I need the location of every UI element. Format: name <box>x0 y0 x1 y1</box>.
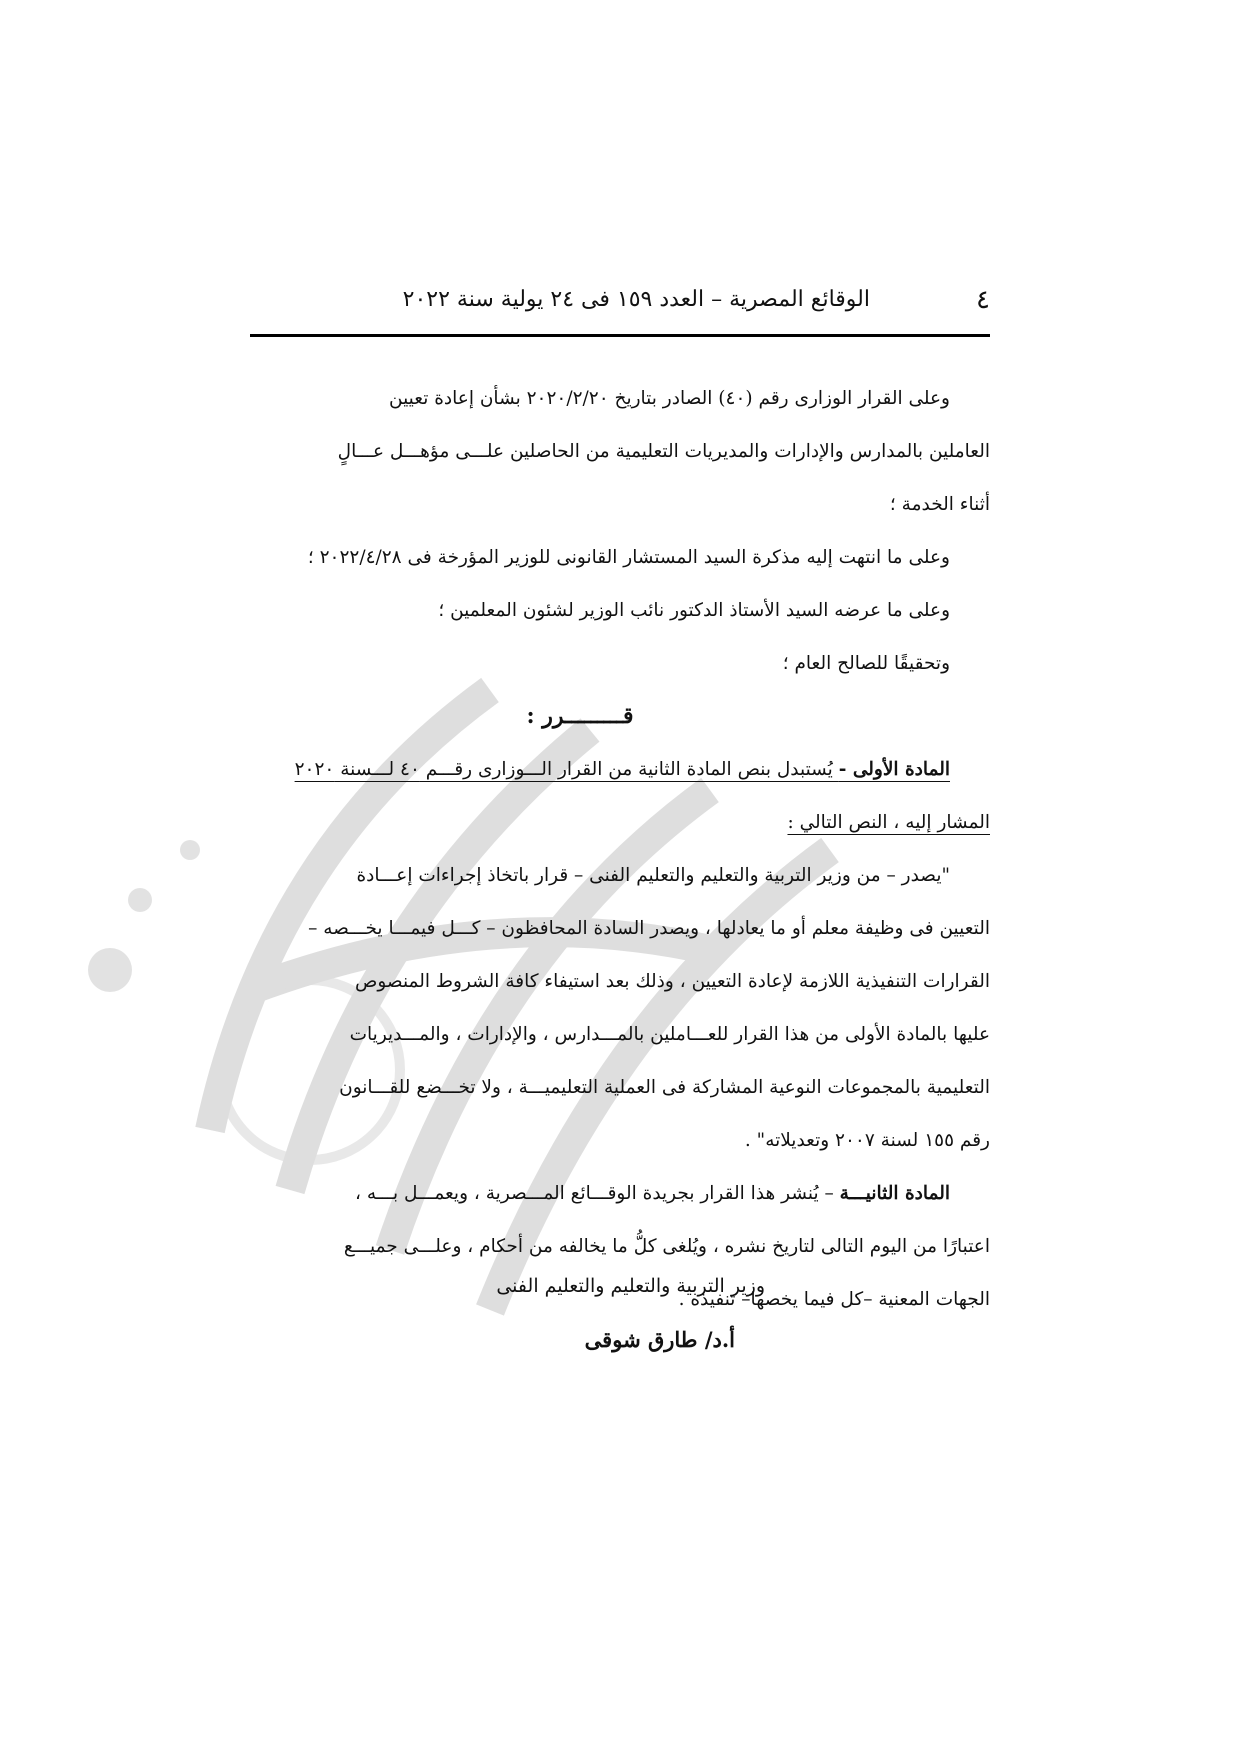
article2-line3: الجهات المعنية –كل فيما يخصها– تنفيذه . <box>678 1289 990 1310</box>
preamble-p4: وتحقيقًا للصالح العام ؛ <box>782 653 950 674</box>
page-header <box>250 285 990 323</box>
article1-quote-line1: "يصدر – من وزير التربية والتعليم والتعليم الفنى – قرار باتخاذ إجراءات إعـــادة <box>356 865 950 886</box>
article1-quote-line4: عليها بالمادة الأولى من هذا القرار للعـــاملين بالمـــدارس ، والإدارات ، والمـــديريات <box>349 1024 990 1045</box>
article1-line2: المشار إليه ، النص التالي : <box>787 812 990 833</box>
preamble-p1-line3: أثناء الخدمة ؛ <box>889 494 990 515</box>
article2-label: المادة الثانيـــة <box>839 1183 950 1204</box>
preamble-p1-line2: العاملين بالمدارس والإدارات والمديريات التعليمية من الحاصلين علـــى مؤهـــل عـــالٍ <box>337 441 990 462</box>
article1-label: المادة الأولى - <box>838 759 950 780</box>
article1-quote-line6: رقم ١٥٥ لسنة ٢٠٠٧ وتعديلاته" . <box>744 1130 990 1151</box>
gazette-header-title: الوقائع المصرية – العدد ١٥٩ فى ٢٤ يولية سنة ٢٠٢٢ <box>402 287 870 312</box>
page-number: ٤ <box>976 285 990 315</box>
article2-line2: اعتبارًا من اليوم التالى لتاريخ نشره ، ويُلغى كلُّ ما يخالفه من أحكام ، وعلـــى جميـــع <box>343 1236 990 1257</box>
preamble-p2: وعلى ما انتهت إليه مذكرة السيد المستشار القانونى للوزير المؤرخة فى ٢٠٢٢/٤/٢٨ ؛ <box>307 547 950 568</box>
preamble-p1-line1: وعلى القرار الوزارى رقم (٤٠) الصادر بتاريخ ٢٠٢٠/٢/٢٠ بشأن إعادة تعيين <box>389 388 950 409</box>
minister-name: أ.د/ طارق شوقى <box>584 1327 735 1352</box>
header-divider <box>250 334 990 337</box>
article1-line1 <box>250 743 990 796</box>
article1-text-line1: يُستبدل بنص المادة الثانية من القرار الـــوزارى رقـــم ٤٠ لـــسنة ٢٠٢٠ <box>294 759 839 780</box>
article1-quote-line2: التعيين فى وظيفة معلم أو ما يعادلها ، ويصدر السادة المحافظون – كـــل فيمـــا يخـــصه – <box>308 918 990 939</box>
article1-quote-line3: القرارات التنفيذية اللازمة لإعادة التعيين ، وذلك بعد استيفاء كافة الشروط المنصوص <box>355 971 990 992</box>
article2-text-line1: – يُنشر هذا القرار بجريدة الوقـــائع المـــصرية ، ويعمـــل بـــه ، <box>354 1183 840 1204</box>
decree-body <box>250 372 990 1326</box>
article2-line1 <box>250 1167 990 1220</box>
decided-heading: قـــــــــرر : <box>526 703 634 729</box>
minister-title: وزير التربية والتعليم والتعليم الفنى <box>496 1275 765 1297</box>
preamble-p3: وعلى ما عرضه السيد الأستاذ الدكتور نائب الوزير لشئون المعلمين ؛ <box>438 600 950 621</box>
article1-quote-line5: التعليمية بالمجموعات النوعية المشاركة فى العملية التعليميـــة ، ولا تخـــضع للقـــانون <box>339 1077 990 1098</box>
